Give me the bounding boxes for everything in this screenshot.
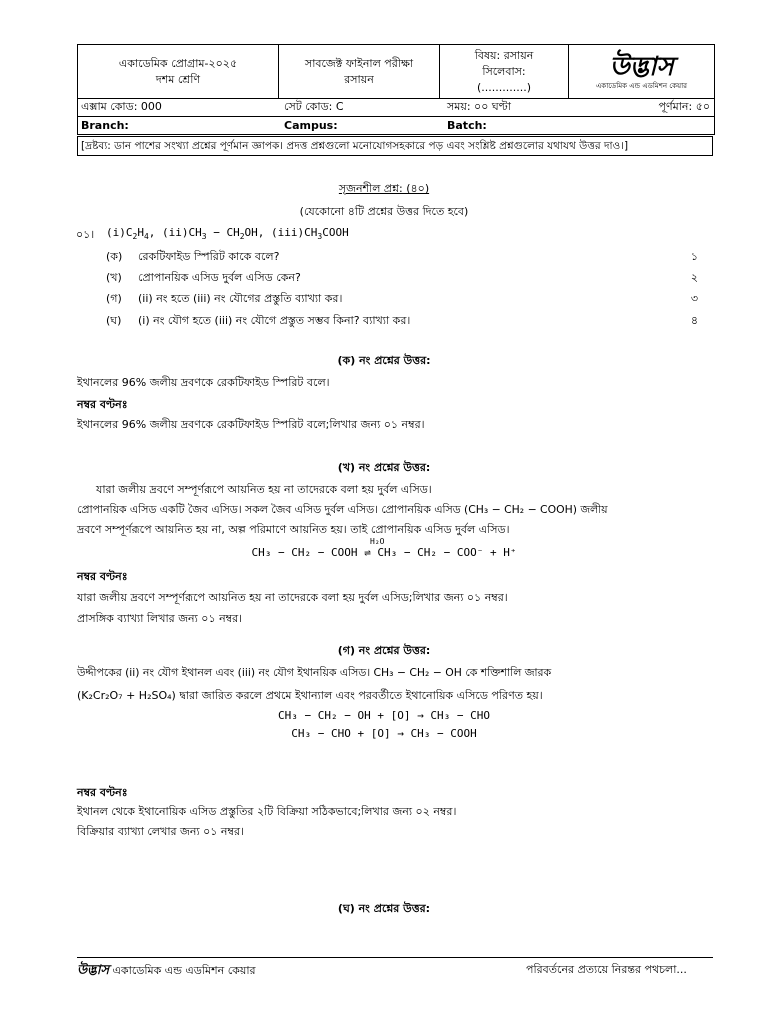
part-ga-label: (গ) xyxy=(106,292,122,305)
set-code: সেট কোড: C xyxy=(284,100,344,113)
class-name: দশম শ্রেণি xyxy=(155,72,201,86)
question-stem: $(i)C_2H_4$, $(ii)CH_3 - CH_2OH$, $(iii)CH_3COOH$ xyxy=(106,226,349,241)
answer-ga-line1: উদ্দীপকের (ii) নং যৌগ ইথানল এবং (iii) নং যৌগ ইথানয়িক এসিড। CH₃ − CH₂ − OH কে শক্তিশালি জারক xyxy=(77,666,552,679)
question-number: ০১। xyxy=(76,228,95,241)
part-kha-marks: ২ xyxy=(690,271,698,284)
subject-line: বিষয়: রসায়ন xyxy=(474,48,534,62)
footer-divider xyxy=(77,957,713,958)
equation-catalyst: H₂O xyxy=(370,537,385,546)
answer-kha-marking1: যারা জলীয় দ্রবণে সম্পূর্ণরূপে আয়নিত হয় না তাদেরকে বলা হয় দুর্বল এসিড;লিখার জন্য ০১ নম্বর। xyxy=(77,591,508,604)
header-table xyxy=(77,44,715,135)
exam-time: সময়: ০০ ঘণ্টা xyxy=(447,100,511,113)
answer-ka-body: ইথানলের 96% জলীয় দ্রবণকে রেকটিফাইড স্পিরিট বলে। xyxy=(77,376,330,389)
part-ga-text: (ii) নং হতে (iii) নং যৌগের প্রস্তুতি ব্যাখ্যা কর। xyxy=(138,292,343,305)
exam-subject: রসায়ন xyxy=(344,72,374,86)
exam-cell xyxy=(279,45,440,98)
syllabus-value: (.............) xyxy=(476,80,532,94)
footer-logo: উদ্ভাস xyxy=(77,963,110,978)
program-name: একাডেমিক প্রোগ্রাম-২০২৫ xyxy=(118,56,238,70)
part-gha-label: (ঘ) xyxy=(106,314,122,327)
answer-gha-heading: (ঘ) নং প্রশ্নের উত্তর: xyxy=(337,902,431,915)
section-title: সৃজনশীল প্রশ্ন: (৪০) xyxy=(338,182,430,195)
answer-ga-eq2: CH₃ − CHO + [O] → CH₃ − COOH xyxy=(291,727,477,740)
answer-kha-line1: যারা জলীয় দ্রবণে সম্পূর্ণরূপে আয়নিত হয় না তাদেরকে বলা হয় দুর্বল এসিড। xyxy=(96,483,432,496)
part-ka-label: (ক) xyxy=(106,250,123,263)
part-ka-text: রেকটিফাইড স্পিরিট কাকে বলে? xyxy=(138,250,280,263)
branch-row xyxy=(78,117,714,134)
section-instruction: (যেকোনো ৪টি প্রশ্নের উত্তর দিতে হবে) xyxy=(299,205,469,218)
answer-kha-line2: প্রোপানয়িক এসিড একটি জৈব এসিড। সকল জৈব এসিড দুর্বল এসিড। প্রোপানয়িক এসিড (CH₃ − CH₂ − COOH) জলীয় xyxy=(77,503,608,516)
subject-cell xyxy=(440,45,569,98)
program-cell xyxy=(78,45,279,98)
part-ga-marks: ৩ xyxy=(690,292,698,305)
footer-slogan: পরিবর্তনের প্রত্যয়ে নিরন্তর পথচলা... xyxy=(526,963,687,976)
batch-label: Batch: xyxy=(447,119,487,132)
answer-kha-line3: দ্রবণে সম্পূর্ণরূপে আয়নিত হয় না, অল্প পরিমাণে আয়নিত হয়। তাই প্রোপানয়িক এসিড দুর্বল এসিড। xyxy=(77,523,510,536)
syllabus-label: সিলেবাস: xyxy=(482,64,526,78)
part-ka-marks: ১ xyxy=(690,250,698,263)
instruction-note: [দ্রষ্টব্য: ডান পাশের সংখ্যা প্রশ্নের পূর্ণমান জ্ঞাপক। প্রদত্ত প্রশ্নগুলো মনোযোগসহকারে পড় এবং সংশ্লিষ্ট প্রশ্নগুলোর যথাযথ উত্তর দাও।] xyxy=(77,136,713,156)
part-gha-text: (i) নং যৌগ হতে (iii) নং যৌগে প্রস্তুত সম্ভব কিনা? ব্যাখ্যা কর। xyxy=(138,314,411,327)
part-kha-text: প্রোপানয়িক এসিড দুর্বল এসিড কেন? xyxy=(138,271,301,284)
brand-tagline: একাডেমিক এন্ড এডমিশন কেয়ার xyxy=(595,81,688,90)
answer-ga-line2: (K₂Cr₂O₇ + H₂SO₄) দ্বারা জারিত করলে প্রথমে ইথান্যাল এবং পরবর্তীতে ইথানোয়িক এসিডে পরিণত হয়। xyxy=(77,689,543,702)
answer-ka-marking: ইথানলের 96% জলীয় দ্রবণকে রেকটিফাইড স্পিরিট বলে;লিখার জন্য ০১ নম্বর। xyxy=(77,418,425,431)
header-top-row xyxy=(78,45,714,99)
full-marks: পূর্ণমান: ৫০ xyxy=(658,100,710,113)
answer-ga-heading: (গ) নং প্রশ্নের উত্তর: xyxy=(337,644,431,657)
exam-info-row xyxy=(78,99,714,117)
answer-kha-heading: (খ) নং প্রশ্নের উত্তর: xyxy=(337,461,431,474)
logo-cell xyxy=(569,45,714,98)
answer-kha-equation: CH₃ − CH₂ − COOH ⇌ CH₃ − CH₂ − COO⁻ + H⁺ xyxy=(251,546,517,559)
exam-code: এক্সাম কোড: 000 xyxy=(81,100,162,113)
answer-ga-marking-heading: নম্বর বণ্টনঃ xyxy=(77,786,128,799)
exam-name: সাবজেক্ট ফাইনাল পরীক্ষা xyxy=(304,56,414,70)
brand-logo: উদ্ভাস xyxy=(609,51,674,82)
answer-ka-heading: (ক) নং প্রশ্নের উত্তর: xyxy=(337,354,431,367)
branch-label: Branch: xyxy=(81,119,129,132)
answer-ka-marking-heading: নম্বর বণ্টনঃ xyxy=(77,398,128,411)
footer-brand xyxy=(77,961,256,982)
answer-kha-marking2: প্রাসঙ্গিক ব্যাখ্যা লিখার জন্য ০১ নম্বর। xyxy=(77,612,243,625)
part-kha-label: (খ) xyxy=(106,271,122,284)
part-gha-marks: ৪ xyxy=(690,314,698,327)
answer-ga-marking1: ইথানল থেকে ইথানোয়িক এসিড প্রস্তুতির ২টি বিক্রিয়া সঠিকভাবে;লিখার জন্য ০২ নম্বর। xyxy=(77,805,457,818)
answer-kha-marking-heading: নম্বর বণ্টনঃ xyxy=(77,570,128,583)
answer-ga-marking2: বিক্রিয়ার ব্যাখ্যা লেখার জন্য ০১ নম্বর। xyxy=(77,825,244,838)
answer-ga-eq1: CH₃ − CH₂ − OH + [O] → CH₃ − CHO xyxy=(278,709,490,722)
footer-brand-text: একাডেমিক এন্ড এডমিশন কেয়ার xyxy=(109,964,256,977)
campus-label: Campus: xyxy=(284,119,338,132)
